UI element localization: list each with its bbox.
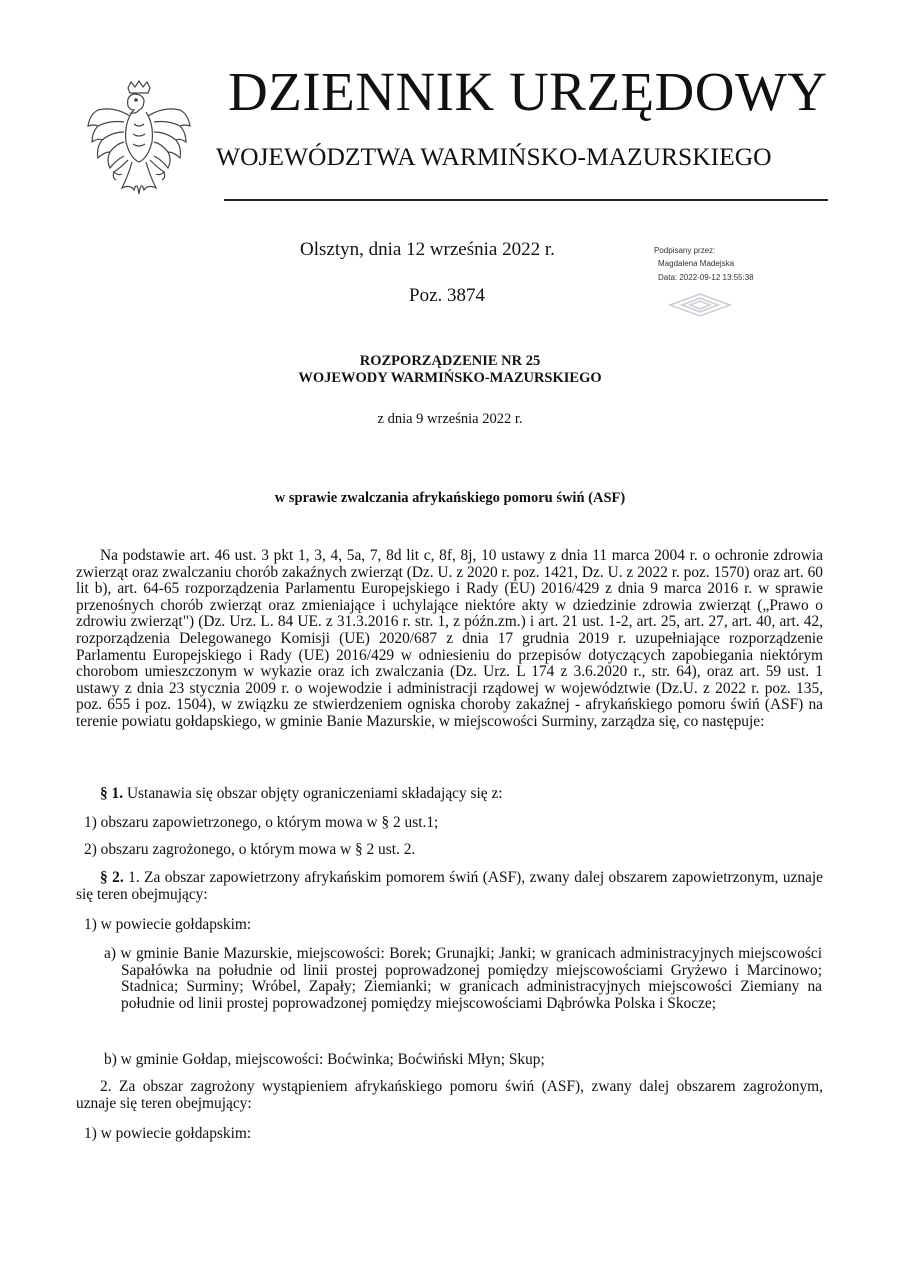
section-2-item-b: b) w gminie Gołdap, miejscowości: Boćwinka; Boćwiński Młyn; Skup; [104,1051,545,1068]
section-1-item-1: 1) obszaru zapowietrzonego, o którym mowa w § 2 ust.1; [84,814,439,831]
section-2-marker: § 2. [100,869,124,886]
preamble-paragraph: Na podstawie art. 46 ust. 3 pkt 1, 3, 4, 5a, 7, 8d lit c, 8f, 8j, 10 ustawy z dnia 11 marca 2004 r. o ochronie zdrowia zwierząt oraz zwalczaniu chorób zakaźnych zwierząt (Dz. U. z 2020 r. poz. 1421, Dz. U. z 2022 r. poz. 1570) oraz art. 60 lit b), art. 64-65 rozporządzenia Parlamentu Europejskiego i Rady (EU) 2016/429 z dnia 9 marca 2016 r. w sprawie przenośnych chorób zwierząt oraz zmieniające i uchylające niektóre akty w dziedzinie zdrowia zwierząt („Prawo o zdrowiu zwierząt") (Dz. Urz. L. 84 UE. z 31.3.2016 r. str. 1, z późn.zm.) i art. 21 ust. 1-2, art. 25, art. 27, art. 40, art. 42, rozporządzenia Delegowanego Komisji (UE) 2020/687 z dnia 17 grudnia 2019 r. uzupełniające rozporządzenie Parlamentu Europejskiego i Rady (UE) 2016/429 w odniesieniu do przepisów dotyczących zapobiegania niektórym chorobom umieszczonym w wykazie oraz ich zwalczania (Dz. Urz. L 174 z 3.6.2020 r., str. 64), oraz art. 59 ust. 1 ustawy z dnia 23 stycznia 2009 r. o wojewodzie i administracji rządowej w województwie (Dz.U. z 2022 r. poz. 135, poz. 655 i poz. 1504), w związku ze stwierdzeniem ogniska choroby zakaźnej - afrykańskiego pomoru świń (ASF) na terenie powiatu gołdapskiego, w gminie Banie Mazurskie, w miejscowości Surminy, zarządza się, co następuje: [76,547,823,730]
act-title [0,353,900,387]
signature-seal-icon [668,292,732,318]
act-title-line1: ROZPORZĄDZENIE NR 25 [359,353,541,369]
act-title-line2: WOJEWODY WARMIŃSKO-MAZURSKIEGO [298,370,602,386]
section-1-marker: § 1. [100,785,124,802]
digital-signature [654,244,804,284]
section-2-county-1: 1) w powiecie gołdapskim: [84,916,252,933]
position-number: Poz. 3874 [409,285,485,306]
section-2-text: 1. Za obszar zapowietrzony afrykańskim pomorem świń (ASF), zwany dalej obszarem zapowietrzonym, uznaje się teren obejmujący: [76,869,823,903]
act-date: z dnia 9 września 2022 r. [377,411,523,427]
masthead-subtitle: WOJEWÓDZTWA WARMIŃSKO-MAZURSKIEGO [216,142,772,171]
eagle-emblem-icon [84,80,194,210]
masthead-divider [224,199,828,201]
act-subject: w sprawie zwalczania afrykańskiego pomoru świń (ASF) [274,490,626,506]
place-date: Olsztyn, dnia 12 września 2022 r. [300,239,555,260]
section-2-paragraph-2: 2. Za obszar zagrożony wystąpieniem afrykańskiego pomoru świń (ASF), zwany dalej obszarem zagrożonym, uznaje się teren obejmujący: [76,1078,823,1112]
signature-date: Data: 2022-09-12 13:55:38 [658,272,754,282]
signature-label: Podpisany przez: [654,246,716,255]
section-1-text: Ustanawia się obszar objęty ograniczeniami składający się z: [123,785,503,802]
section-1-intro [100,786,820,803]
signature-name: Magdalena Madejska [658,259,735,269]
section-2-paragraph-1 [76,870,823,903]
section-2-item-a-text: a) w gminie Banie Mazurskie, miejscowości: Borek; Grunajki; Janki; w granicach administracyjnych miejscowości Sapałówka na południe od linii prostej poprowadzonej pomiędzy miejscowościami Gryżewo i Marcinowo; Stadnica; Surminy; Wróbel, Zapały; Ziemianki; w granicach administracyjnych miejscowości Ziemiany na południe od linii prostej poprowadzonej pomiędzy miejscowościami Dąbrówka Polska i Skocze; [104,945,822,1012]
masthead-title: DZIENNIK URZĘDOWY [228,61,828,122]
section-2-item-a [104,946,822,1012]
section-2-county-2: 1) w powiecie gołdapskim: [84,1125,252,1142]
section-1-item-2: 2) obszaru zagrożonego, o którym mowa w § 2 ust. 2. [84,841,416,858]
